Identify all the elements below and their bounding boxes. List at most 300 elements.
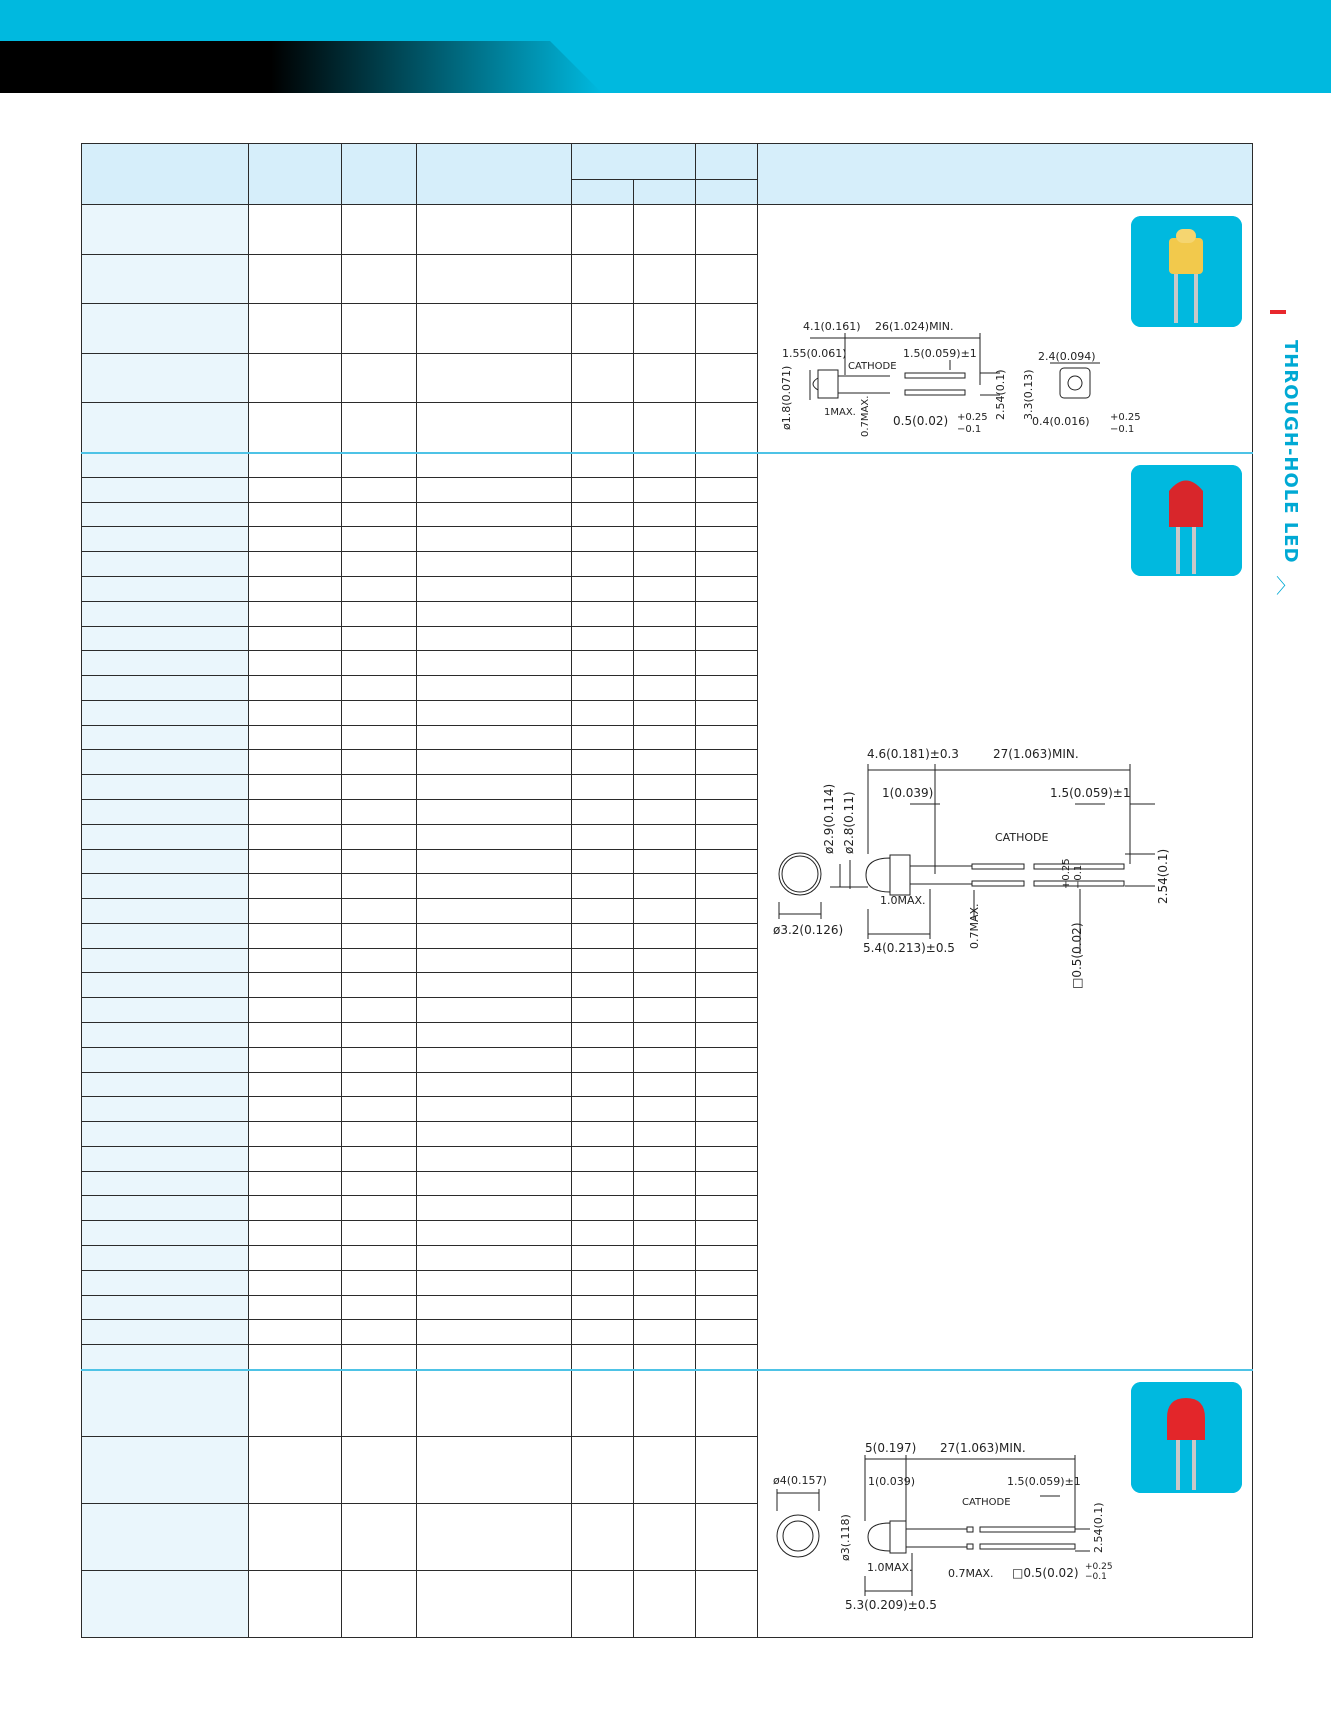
table-cell: [696, 700, 758, 725]
table-cell: [417, 254, 572, 304]
table-cell: [634, 1171, 696, 1196]
table-cell: [342, 626, 417, 651]
table-cell: [634, 700, 696, 725]
table-cell: [572, 700, 634, 725]
header-gradient-graphic: [0, 0, 1331, 93]
model-cell: [82, 750, 249, 775]
tolerance-label: +0.25: [1061, 857, 1072, 889]
table-cell: [572, 1146, 634, 1171]
table-cell: [634, 527, 696, 552]
table-cell: [634, 923, 696, 948]
side-tab-marker: [1270, 310, 1286, 314]
model-cell: [82, 1171, 249, 1196]
table-cell: [249, 1221, 342, 1246]
table-cell: [634, 998, 696, 1023]
table-cell: [634, 626, 696, 651]
table-cell: [696, 725, 758, 750]
table-cell: [634, 1122, 696, 1147]
table-cell: [696, 453, 758, 478]
model-cell: [82, 1047, 249, 1072]
table-cell: [417, 1320, 572, 1345]
table-cell: [249, 700, 342, 725]
model-cell: [82, 1023, 249, 1048]
table-cell: [572, 651, 634, 676]
model-cell: [82, 626, 249, 651]
table-cell: [417, 998, 572, 1023]
table-cell: [634, 205, 696, 255]
table-cell: [417, 576, 572, 601]
dim-label: 26(1.024)MIN.: [875, 320, 954, 333]
model-cell: [82, 824, 249, 849]
table-cell: [249, 923, 342, 948]
dimension-drawing-3: [770, 1441, 1250, 1621]
table-cell: [417, 1270, 572, 1295]
header-cell: [758, 144, 1253, 205]
dim-label: □0.5(0.02): [1012, 1565, 1079, 1580]
dim-label: ø3(.118): [839, 1514, 852, 1561]
table-cell: [634, 552, 696, 577]
header-subcell: [634, 180, 696, 205]
table-cell: [417, 1370, 572, 1437]
table-cell: [634, 1023, 696, 1048]
table-cell: [249, 998, 342, 1023]
table-cell: [249, 527, 342, 552]
table-cell: [417, 874, 572, 899]
table-cell: [572, 1437, 634, 1504]
table-cell: [249, 676, 342, 701]
table-cell: [417, 899, 572, 924]
dim-label: 0.7MAX.: [968, 902, 981, 949]
table-cell: [572, 973, 634, 998]
dim-label: 5(0.197): [865, 1440, 917, 1455]
header-cell: [696, 144, 758, 180]
table-row: [82, 205, 1253, 255]
model-cell: [82, 1146, 249, 1171]
model-cell: [82, 1122, 249, 1147]
table-cell: [417, 1023, 572, 1048]
header-cell: [342, 144, 417, 205]
dim-label: 1MAX.: [824, 407, 856, 418]
table-cell: [417, 403, 572, 453]
table-cell: [342, 874, 417, 899]
table-cell: [634, 1295, 696, 1320]
table-cell: [249, 1171, 342, 1196]
cathode-label: CATHODE: [995, 830, 1049, 844]
table-cell: [572, 824, 634, 849]
table-cell: [572, 1370, 634, 1437]
table-cell: [696, 1295, 758, 1320]
table-cell: [342, 824, 417, 849]
table-cell: [342, 552, 417, 577]
model-cell: [82, 700, 249, 725]
table-cell: [417, 923, 572, 948]
model-cell: [82, 1295, 249, 1320]
cathode-label: CATHODE: [962, 1496, 1011, 1508]
dim-label: ø4(0.157): [773, 1473, 827, 1487]
table-cell: [342, 1504, 417, 1571]
model-cell: [82, 973, 249, 998]
table-row: [82, 1370, 1253, 1437]
table-cell: [634, 1221, 696, 1246]
model-cell: [82, 353, 249, 403]
table-cell: [249, 1320, 342, 1345]
dim-label: 2.54(0.1): [1156, 848, 1170, 904]
tolerance-label: +0.25: [1110, 412, 1141, 423]
table-cell: [417, 1437, 572, 1504]
table-cell: [634, 576, 696, 601]
table-cell: [342, 1571, 417, 1638]
table-cell: [417, 1171, 572, 1196]
table-cell: [249, 799, 342, 824]
model-cell: [82, 651, 249, 676]
dim-label: 4.1(0.161): [803, 320, 861, 333]
table-cell: [417, 1246, 572, 1271]
table-cell: [249, 626, 342, 651]
table-cell: [634, 651, 696, 676]
table-cell: [342, 1072, 417, 1097]
dim-label: 5.4(0.213)±0.5: [863, 940, 955, 955]
model-cell: [82, 1370, 249, 1437]
table-cell: [572, 1196, 634, 1221]
table-cell: [342, 998, 417, 1023]
table-cell: [342, 1320, 417, 1345]
model-cell: [82, 453, 249, 478]
table-cell: [696, 527, 758, 552]
header-subcell: [572, 180, 634, 205]
header-cell: [82, 144, 249, 205]
table-cell: [417, 1571, 572, 1638]
table-cell: [249, 750, 342, 775]
table-cell: [417, 527, 572, 552]
dim-label: 4.6(0.181)±0.3: [867, 746, 959, 761]
table-cell: [696, 304, 758, 354]
model-cell: [82, 1571, 249, 1638]
table-cell: [417, 502, 572, 527]
table-cell: [342, 1196, 417, 1221]
table-cell: [572, 775, 634, 800]
header-cell: [417, 144, 572, 205]
table-cell: [634, 502, 696, 527]
table-cell: [342, 1122, 417, 1147]
table-cell: [696, 651, 758, 676]
table-cell: [572, 1122, 634, 1147]
table-cell: [696, 998, 758, 1023]
table-cell: [634, 1097, 696, 1122]
tolerance-label: +0.25: [957, 412, 988, 423]
table-cell: [696, 1023, 758, 1048]
table-cell: [249, 601, 342, 626]
table-cell: [249, 1246, 342, 1271]
table-cell: [634, 1320, 696, 1345]
model-cell: [82, 1345, 249, 1370]
table-cell: [249, 775, 342, 800]
table-cell: [249, 948, 342, 973]
table-cell: [634, 1072, 696, 1097]
table-cell: [572, 1023, 634, 1048]
table-cell: [572, 1504, 634, 1571]
table-cell: [249, 205, 342, 255]
table-cell: [342, 899, 417, 924]
table-cell: [342, 502, 417, 527]
table-cell: [696, 899, 758, 924]
table-cell: [634, 1370, 696, 1437]
table-cell: [696, 353, 758, 403]
table-cell: [696, 849, 758, 874]
model-cell: [82, 403, 249, 453]
model-cell: [82, 527, 249, 552]
table-cell: [634, 775, 696, 800]
table-cell: [572, 304, 634, 354]
table-cell: [696, 477, 758, 502]
dimension-drawing-2: [770, 744, 1250, 1024]
spec-table: [81, 143, 1253, 1638]
table-cell: [417, 353, 572, 403]
model-cell: [82, 1320, 249, 1345]
table-cell: [342, 1270, 417, 1295]
table-cell: [572, 874, 634, 899]
table-cell: [249, 1270, 342, 1295]
table-cell: [572, 849, 634, 874]
table-cell: [634, 601, 696, 626]
table-cell: [634, 403, 696, 453]
dim-label: 0.7MAX.: [860, 395, 871, 437]
table-cell: [572, 1221, 634, 1246]
model-cell: [82, 1072, 249, 1097]
table-cell: [249, 973, 342, 998]
table-cell: [572, 552, 634, 577]
table-cell: [696, 799, 758, 824]
table-cell: [249, 1196, 342, 1221]
table-cell: [249, 899, 342, 924]
table-cell: [249, 552, 342, 577]
table-cell: [572, 1047, 634, 1072]
table-cell: [342, 700, 417, 725]
table-cell: [634, 1146, 696, 1171]
table-cell: [634, 353, 696, 403]
table-cell: [249, 874, 342, 899]
table-cell: [634, 1246, 696, 1271]
table-cell: [342, 1097, 417, 1122]
model-cell: [82, 725, 249, 750]
tolerance-label: −0.1: [1085, 1571, 1107, 1582]
table-cell: [696, 552, 758, 577]
table-cell: [696, 1370, 758, 1437]
dim-label: 27(1.063)MIN.: [993, 746, 1079, 761]
group-2-rows: [82, 453, 1253, 1370]
table-cell: [572, 502, 634, 527]
table-cell: [417, 477, 572, 502]
group-3-rows: [82, 1370, 1253, 1638]
dim-label: 2.54(0.1): [994, 369, 1007, 420]
table-cell: [572, 725, 634, 750]
dim-label: ø2.9(0.114): [822, 783, 836, 854]
table-cell: [696, 1345, 758, 1370]
table-cell: [342, 775, 417, 800]
table-cell: [417, 725, 572, 750]
led-3-body: [1167, 1398, 1205, 1440]
table-cell: [696, 1270, 758, 1295]
table-cell: [634, 824, 696, 849]
table-cell: [249, 1097, 342, 1122]
table-cell: [342, 923, 417, 948]
table-cell: [249, 1023, 342, 1048]
table-cell: [417, 824, 572, 849]
model-cell: [82, 1270, 249, 1295]
model-cell: [82, 1097, 249, 1122]
table-cell: [342, 1221, 417, 1246]
table-cell: [342, 1047, 417, 1072]
table-cell: [572, 1246, 634, 1271]
table-cell: [572, 453, 634, 478]
cathode-label: CATHODE: [848, 361, 897, 372]
table-cell: [249, 1345, 342, 1370]
table-cell: [342, 254, 417, 304]
table-cell: [696, 948, 758, 973]
table-cell: [572, 576, 634, 601]
tolerance-label: −0.1: [957, 424, 982, 435]
table-cell: [417, 552, 572, 577]
led-photo-2: [1131, 465, 1242, 576]
table-cell: [634, 477, 696, 502]
table-cell: [696, 626, 758, 651]
table-cell: [696, 750, 758, 775]
table-cell: [634, 453, 696, 478]
table-cell: [634, 1504, 696, 1571]
dim-label: 1.5(0.059)±1: [903, 347, 977, 360]
table-cell: [417, 453, 572, 478]
table-cell: [634, 849, 696, 874]
table-cell: [249, 1047, 342, 1072]
model-cell: [82, 899, 249, 924]
model-cell: [82, 948, 249, 973]
model-cell: [82, 502, 249, 527]
table-cell: [249, 353, 342, 403]
table-cell: [572, 403, 634, 453]
table-cell: [696, 973, 758, 998]
table-cell: [417, 304, 572, 354]
table-cell: [249, 1437, 342, 1504]
table-cell: [417, 651, 572, 676]
table-cell: [342, 948, 417, 973]
model-cell: [82, 799, 249, 824]
chevron-right-icon: 〉: [1276, 574, 1296, 598]
tolerance-label: −0.1: [1073, 864, 1084, 889]
led-2-body: [1169, 480, 1203, 527]
table-row: [82, 453, 1253, 478]
model-cell: [82, 676, 249, 701]
table-cell: [572, 676, 634, 701]
tolerance-label: −0.1: [1110, 424, 1135, 435]
table-cell: [572, 799, 634, 824]
dim-label: 1.55(0.061): [782, 347, 847, 360]
table-cell: [342, 1023, 417, 1048]
model-cell: [82, 1196, 249, 1221]
table-cell: [572, 1295, 634, 1320]
table-cell: [572, 923, 634, 948]
table-cell: [417, 205, 572, 255]
table-cell: [417, 849, 572, 874]
table-cell: [249, 1122, 342, 1147]
table-cell: [342, 353, 417, 403]
dim-label: 1.5(0.059)±1: [1007, 1474, 1081, 1488]
table-cell: [417, 1047, 572, 1072]
table-cell: [696, 1072, 758, 1097]
table-cell: [342, 1295, 417, 1320]
table-cell: [572, 899, 634, 924]
table-cell: [572, 626, 634, 651]
table-cell: [634, 1270, 696, 1295]
dim-label: ø3.2(0.126): [773, 922, 844, 937]
table-cell: [696, 403, 758, 453]
table-cell: [696, 824, 758, 849]
table-cell: [417, 1122, 572, 1147]
table-cell: [417, 700, 572, 725]
table-cell: [342, 1345, 417, 1370]
table-cell: [634, 899, 696, 924]
table-cell: [572, 477, 634, 502]
table-cell: [572, 1171, 634, 1196]
table-cell: [572, 1270, 634, 1295]
table-cell: [696, 1437, 758, 1504]
model-cell: [82, 1246, 249, 1271]
table-cell: [342, 676, 417, 701]
dim-label: 2.4(0.094): [1038, 350, 1096, 363]
table-cell: [696, 1571, 758, 1638]
table-cell: [417, 1221, 572, 1246]
table-cell: [249, 304, 342, 354]
table-cell: [634, 874, 696, 899]
table-cell: [249, 1370, 342, 1437]
model-cell: [82, 601, 249, 626]
table-cell: [342, 973, 417, 998]
table-cell: [249, 1072, 342, 1097]
table-cell: [249, 651, 342, 676]
dim-label: ø1.8(0.071): [780, 365, 793, 430]
dim-label: 5.3(0.209)±0.5: [845, 1597, 937, 1612]
model-cell: [82, 998, 249, 1023]
table-cell: [417, 750, 572, 775]
table-cell: [249, 1146, 342, 1171]
dim-label: 1.0MAX.: [867, 1560, 913, 1574]
table-cell: [572, 527, 634, 552]
package-drawing-cell: [758, 205, 1253, 453]
table-cell: [572, 353, 634, 403]
table-header: [82, 144, 1253, 205]
model-cell: [82, 849, 249, 874]
table-cell: [696, 676, 758, 701]
table-cell: [696, 601, 758, 626]
table-cell: [696, 923, 758, 948]
table-cell: [634, 1437, 696, 1504]
table-cell: [249, 477, 342, 502]
table-cell: [634, 750, 696, 775]
table-cell: [572, 948, 634, 973]
table-cell: [696, 1146, 758, 1171]
model-cell: [82, 552, 249, 577]
table-cell: [249, 254, 342, 304]
model-cell: [82, 1437, 249, 1504]
model-cell: [82, 576, 249, 601]
table-cell: [572, 1072, 634, 1097]
table-cell: [417, 1196, 572, 1221]
table-cell: [634, 676, 696, 701]
table-cell: [342, 304, 417, 354]
table-cell: [696, 254, 758, 304]
group-1-rows: [82, 205, 1253, 453]
table-cell: [572, 205, 634, 255]
table-cell: [249, 1504, 342, 1571]
table-cell: [342, 453, 417, 478]
